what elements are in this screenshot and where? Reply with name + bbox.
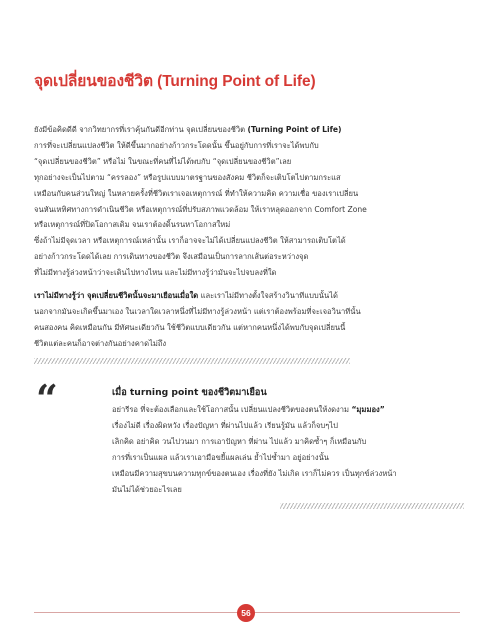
intro-line: ยังมีข้อคิดดีดี จากวิทยากรที่เราคุ้นกันดีอีกท่าน จุดเปลี่ยนของชีวิต (Turning Point of Life) xyxy=(34,125,342,134)
hatch-divider-top xyxy=(34,358,350,364)
quote-line: เหมือนมีความสุขบนความทุกข์ของตนเอง เรื่องที่ยัง ไม่เกิด เราก็ไม่ควร เป็นทุกข์ล่วงหน้า xyxy=(112,468,397,478)
quote-heading: เมื่อ turning point ของชีวิตมาเยือน xyxy=(112,387,267,398)
intro-line: เหมือนกับคนส่วนใหญ่ ในหลายครั้งที่ชีวิตเราเจอเหตุการณ์ ที่ทำให้ความคิด ความเชื่อ ของเราเปลี่ยน xyxy=(34,188,359,198)
para2-line: นอกจากมันจะเกิดขึ้นมาเอง ในเวลาใดเวลาหนึ่งที่ไม่มีทางรู้ล่วงหน้า แต่เราต้องพร้อมที่จะเจอวินาทีนั้น xyxy=(34,306,361,316)
intro-line: “จุดเปลี่ยนของชีวิต” หรือไม่ ในขณะที่คนที่ไม่ได้พบกับ “จุดเปลี่ยนของชีวิต”เลย xyxy=(34,156,292,166)
quote-line: เรื่องไม่ดี เรื่องผิดหวัง เรื่องปัญหา ที่ผ่านไปแล้ว เรียนรู้มัน แล้วก็จบๆไป xyxy=(112,420,338,430)
intro-paragraph xyxy=(34,122,464,352)
quote-line: อย่ารีรอ ที่จะต้องเลือกและใช้โอกาสนั้น เปลี่ยนแปลงชีวิตของตนให้งดงาม “มุมมอง” xyxy=(112,405,385,414)
intro-line: ซึ่งถ้าไม่มีจุดเวลา หรือเหตุการณ์เหล่านั้น เราก็อาจจะไม่ได้เปลี่ยนแปลงชีวิต ให้สามารถเติบโตได้ xyxy=(34,236,346,246)
para2-line: ชีวิตแต่ละคนก็อาจต่างกันอย่างคาดไม่ถึง xyxy=(34,338,167,348)
page-title: จุดเปลี่ยนของชีวิต (Turning Point of Life) xyxy=(34,73,316,90)
intro-line: การที่จะเปลี่ยนแปลงชีวิต ให้ดีขึ้นมากอย่างก้าวกระโดดนั้น ขึ้นอยู่กับการที่เราจะได้พบกับ xyxy=(34,140,319,150)
hatch-divider-bottom xyxy=(280,503,464,509)
intro-line: หรือเหตุการณ์ที่ปิดโอกาสเดิม จนเราต้องดิ้นรนหาโอกาสใหม่ xyxy=(34,220,231,230)
intro-line: ทุกอย่างจะเป็นไปตาม “ครรลอง” หรือรูปแบบมาตรฐานของสังคม ชีวิตก็จะเติบโตไปตามกระแส xyxy=(34,172,341,182)
para2-line: เราไม่มีทางรู้ว่า จุดเปลี่ยนชีวิตนั้นจะมาเยือนเมื่อใด และเราไม่มีทางตั้งใจสร้างวินาทีแบบนั้นได้ xyxy=(34,291,338,301)
quote-line: มันไม่ได้ช่วยอะไรเลย xyxy=(112,484,182,494)
quote-line: การที่เราเป็นแผล แล้วเราเอามือขยี้แผลเล่น ย้ำไปซ้ำมา อยู่อย่างนั้น xyxy=(112,452,329,462)
quote-mark-icon: “ xyxy=(36,376,58,421)
intro-line: จนหันเหทิศทางการดำเนินชีวิต หรือเหตุการณ์ที่ปรับสภาพแวดล้อม ให้เราหลุดออกจาก Comfort Zone xyxy=(34,204,367,214)
quote-block xyxy=(112,384,462,497)
page-number-badge: 56 xyxy=(237,604,255,622)
intro-line: ที่ไม่มีทางรู้ล่วงหน้าว่าจะเดินไปทางไหน และไม่มีทางรู้ว่ามันจะไปจบลงที่ใด xyxy=(34,268,277,278)
para2-line: คนสองคน คิดเหมือนกัน มีทัศนะเดียวกัน ใช้ชีวิตแบบเดียวกัน แต่หากคนหนึ่งได้พบกับจุดเปลี่ยนนี้ xyxy=(34,322,346,332)
intro-line: อย่างก้าวกระโดดได้เลย การเดินทางของชีวิต จึงเสมือนเป็นการลากเส้นต่อระหว่างจุด xyxy=(34,252,309,262)
quote-line: เลิกคิด อย่าคิด วนไปวนมา การเอาปัญหา ที่ผ่าน ไปแล้ว มาคิดซ้ำๆ ก็เหมือนกับ xyxy=(112,436,367,446)
